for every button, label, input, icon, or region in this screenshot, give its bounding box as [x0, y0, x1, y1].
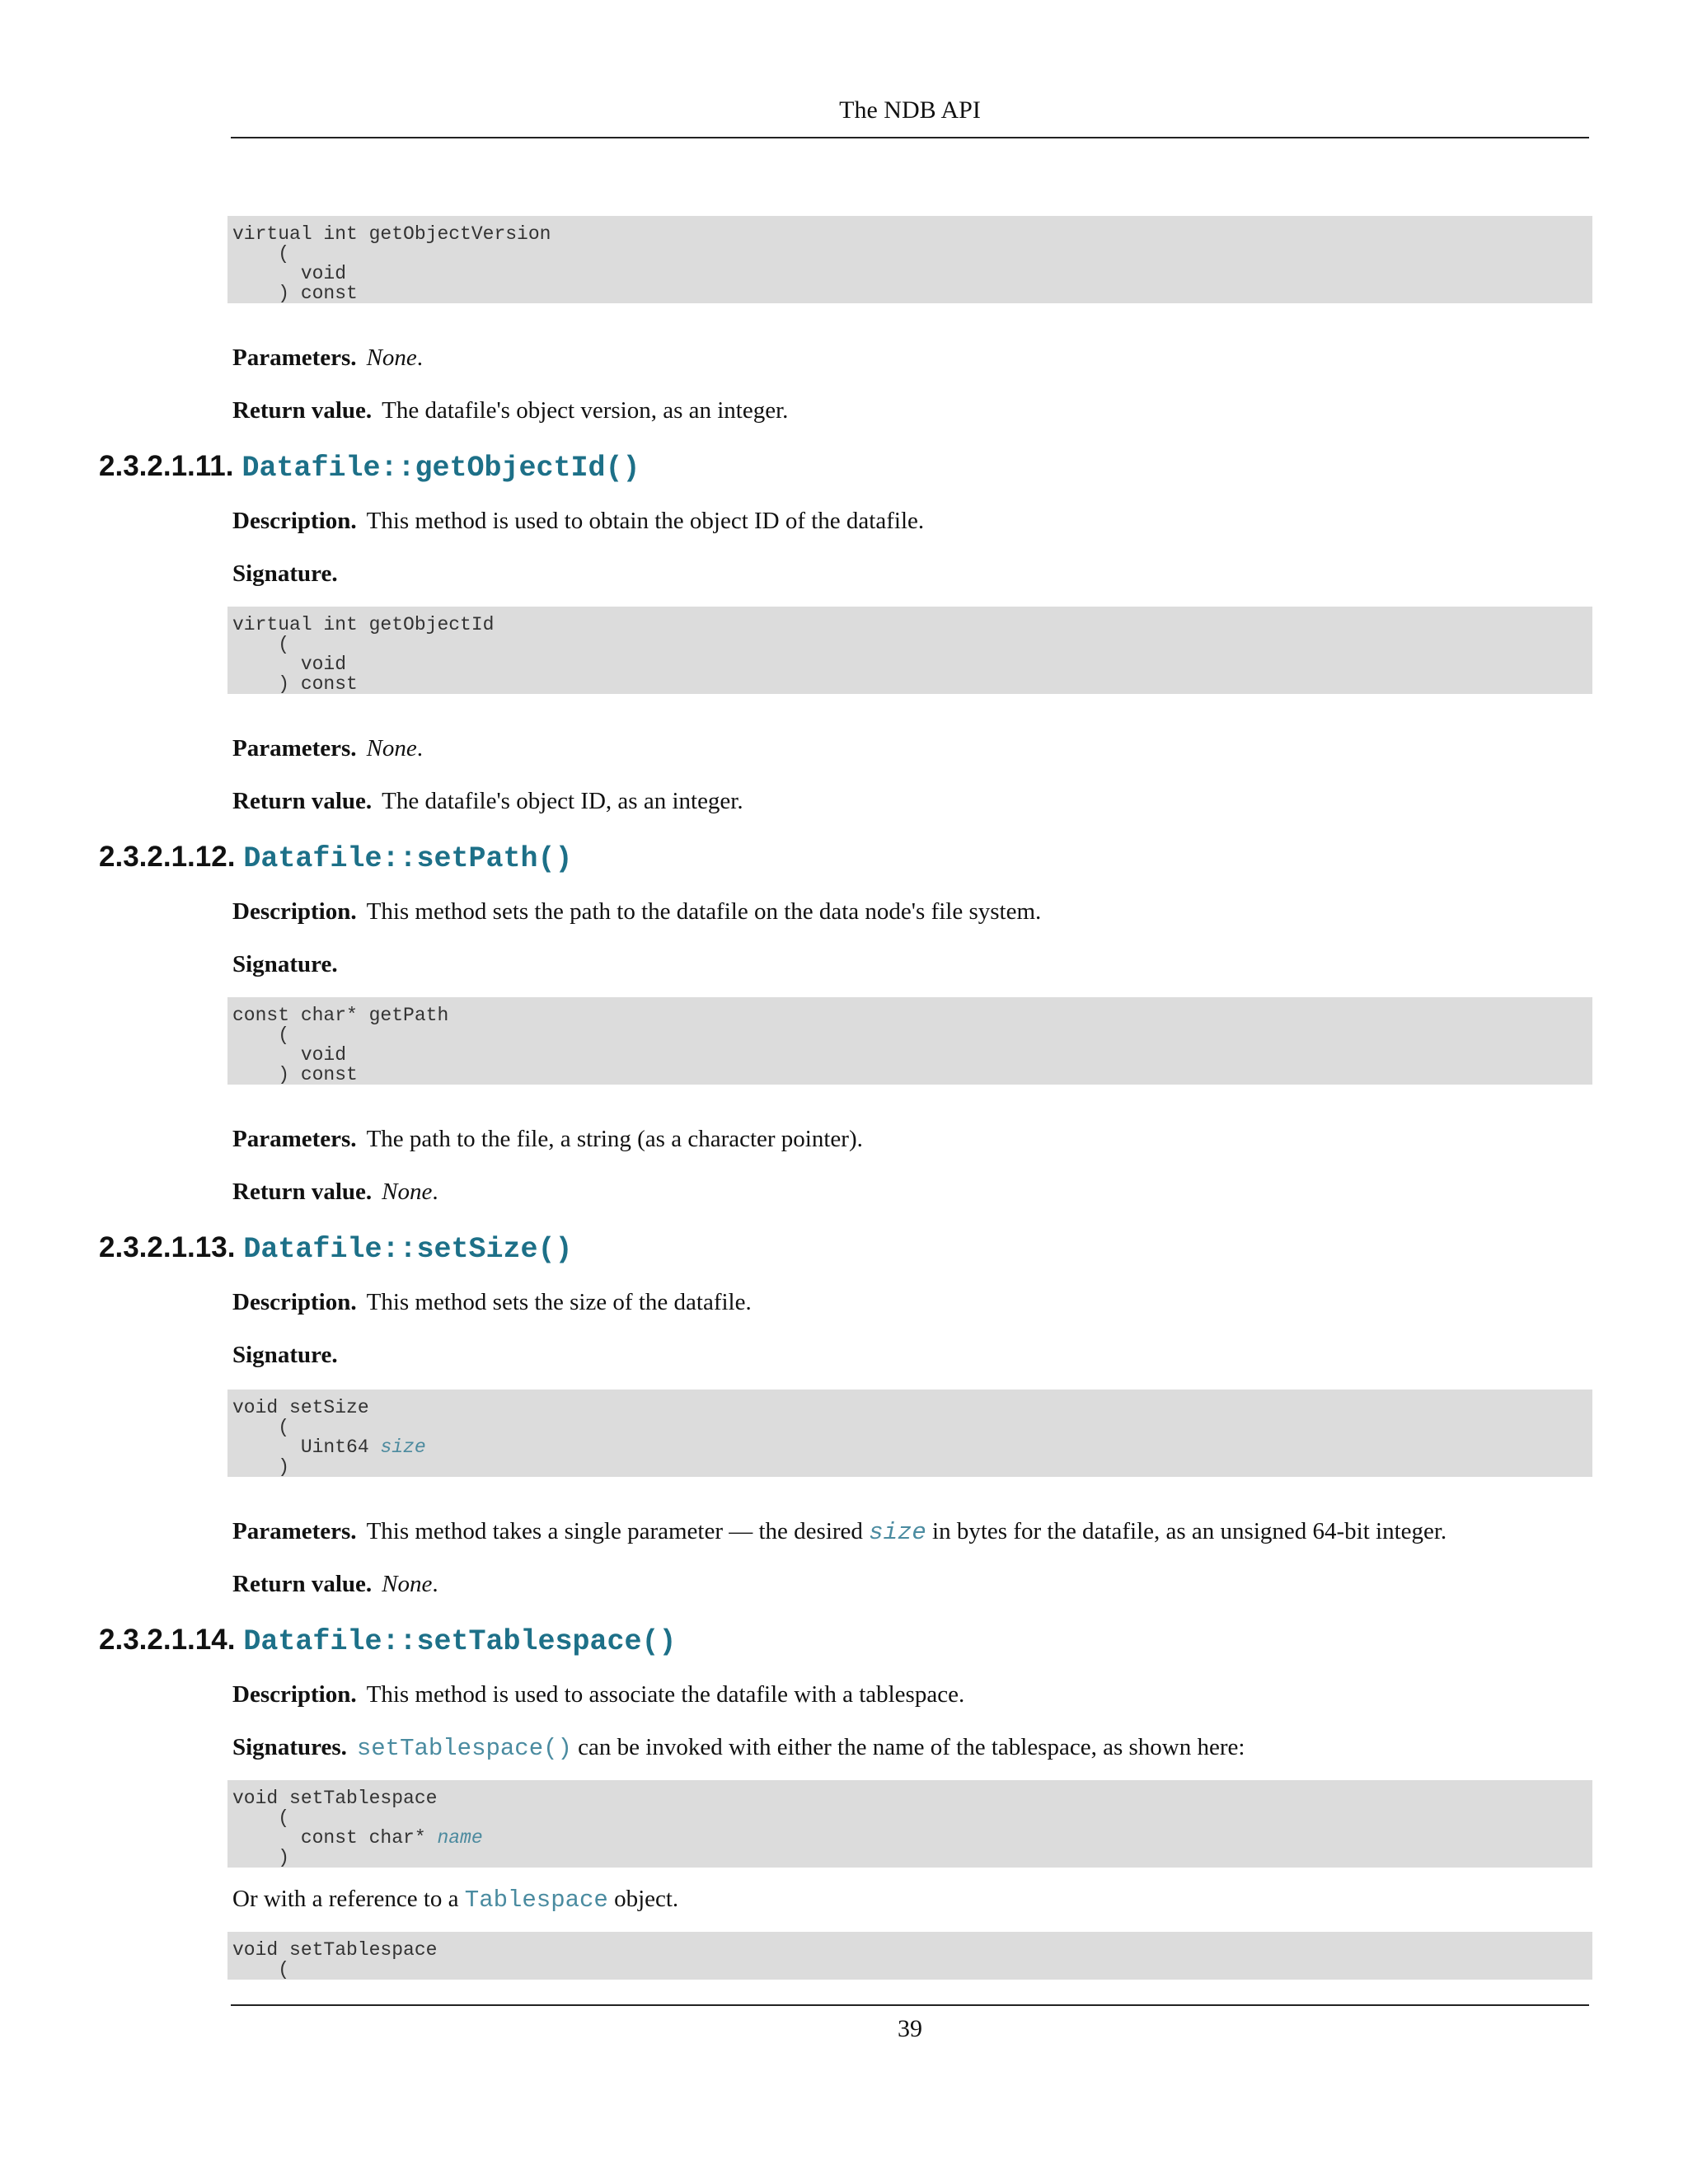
code-block: void setTablespace ( const char* name ) [227, 1780, 1592, 1868]
return-value-text: Return value. The datafile's object version, as an integer. [232, 397, 789, 424]
code-block: virtual int getObjectVersion ( void ) const [227, 216, 1592, 303]
param-name: name [437, 1827, 483, 1849]
section-heading: 2.3.2.1.12. Datafile::setPath() [99, 841, 573, 875]
return-value-text: Return value. None. [232, 1571, 438, 1597]
description-text: Description. This method is used to associate the datafile with a tablespace. [232, 1681, 965, 1708]
description-text: Description. This method sets the size of the datafile. [232, 1289, 752, 1315]
return-value-text: Return value. None. [232, 1179, 438, 1205]
code-block: const char* getPath ( void ) const [227, 997, 1592, 1085]
signature-label: Signature. [232, 1342, 338, 1368]
signature-label: Signature. [232, 560, 338, 587]
header-rule [231, 137, 1589, 138]
inline-param-size: size [869, 1519, 926, 1546]
parameters-text: Parameters. The path to the file, a string (as a character pointer). [232, 1126, 863, 1152]
page-number: 39 [898, 2015, 922, 2042]
parameters-text: Parameters. This method takes a single parameter — the desired size in bytes for the datafile, as an unsigned 64-bit integer. [232, 1518, 1447, 1546]
return-value-text: Return value. The datafile's object ID, as an integer. [232, 788, 743, 814]
footer-rule [231, 2004, 1589, 2006]
section-heading: 2.3.2.1.11. Datafile::getObjectId() [99, 450, 640, 485]
signature-label: Signature. [232, 951, 338, 977]
code-block: void setSize ( Uint64 size ) [227, 1390, 1592, 1477]
tablespace-link[interactable]: Tablespace [464, 1886, 608, 1914]
page-header-title: The NDB API [839, 96, 981, 124]
param-size: size [380, 1436, 426, 1458]
description-text: Description. This method sets the path to the datafile on the data node's file system. [232, 898, 1042, 925]
code-block: virtual int getObjectId ( void ) const [227, 607, 1592, 694]
settablespace-link[interactable]: setTablespace() [356, 1735, 572, 1762]
section-heading: 2.3.2.1.13. Datafile::setSize() [99, 1231, 573, 1266]
section-heading: 2.3.2.1.14. Datafile::setTablespace() [99, 1624, 677, 1658]
signatures-text: Signatures. setTablespace() can be invoked with either the name of the tablespace, as shown here: [232, 1734, 1245, 1762]
description-text: Description. This method is used to obtain the object ID of the datafile. [232, 508, 925, 534]
code-block: void setTablespace ( [227, 1932, 1592, 1980]
parameters-text: Parameters. None. [232, 344, 424, 371]
or-text: Or with a reference to a Tablespace object. [232, 1886, 679, 1914]
parameters-text: Parameters. None. [232, 735, 424, 762]
